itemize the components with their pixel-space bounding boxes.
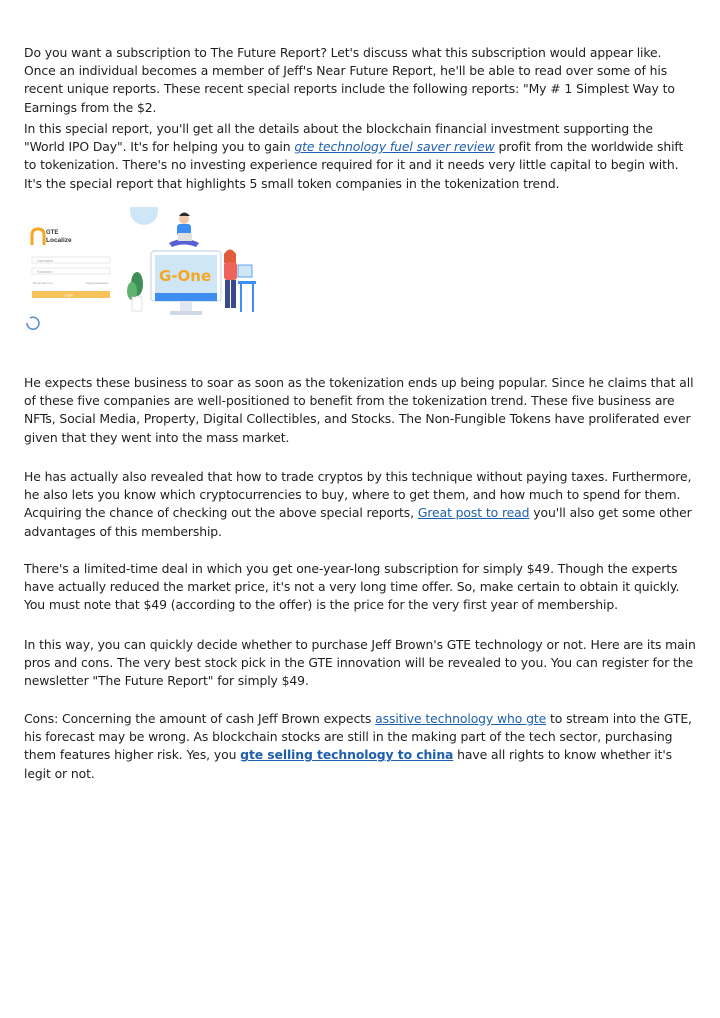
paragraph-text: There's a limited-time deal in which you get one-year-long subscription for simply $49. Though the experts have actually reduced the market price, it's not a very long time offer. So, make certain to obtain it quickly. You must note that $49 (according to the offer) is the price for the very first year of membership. <box>24 561 680 613</box>
remember-me-text: Remember me <box>33 281 53 285</box>
forgot-password-link[interactable]: Forgot password <box>86 281 109 285</box>
monitor-bottom-bar <box>155 293 217 301</box>
paragraph-pros-cons <box>24 636 696 691</box>
person-hair-shape <box>224 250 236 264</box>
username-placeholder: Username <box>37 259 54 263</box>
logo-icon <box>32 229 44 245</box>
plant-pot-shape <box>132 297 142 311</box>
loading-spinner-icon <box>27 317 39 329</box>
paragraph-text: have all rights to know whether it's legit or not. <box>24 747 673 781</box>
login-button-label: Login <box>64 293 73 298</box>
laptop-icon <box>178 233 192 241</box>
desk-top-shape <box>238 281 256 284</box>
paragraph-text: In this way, you can quickly decide whether to purchase Jeff Brown's GTE technology or not. Here are its main pros and cons. The very best stock pick in the GTE innovation will be revealed to you. You can register for the newsletter "The Future Report" for simply $49. <box>24 637 696 689</box>
password-placeholder: Password <box>37 270 53 274</box>
paragraph-text: to stream into the GTE, his forecast may be wrong. As blockchain stocks are still in the making part of the tech sector, purchasing them features higher risk. Yes, you <box>24 711 692 763</box>
gte-illustration <box>24 207 264 337</box>
paragraph-text: He expects these business to soar as soon as the tokenization ends up being popular. Since he claims that all of these five companies are well-positioned to benefit from the tokenization trend. These five business are NFTs, Social Media, Property, Digital Collectibles, and Stocks. The Non-Fungible Tokens have proliferated ever given that they went into the mass market. <box>24 375 694 445</box>
paragraph-cons <box>24 710 696 783</box>
people-monitor-illustration <box>127 207 256 315</box>
logo-top-text: GTE <box>46 230 59 236</box>
paragraph-text: Cons: Concerning the amount of cash Jeff Brown expects <box>24 711 376 726</box>
person-leg-shape <box>231 280 236 308</box>
paragraph-text: profit from the worldwide shift to tokenization. There's no investing experience required for it and it needs very little capital to begin with. It's the special report that highlights 5 small token companies in the tokenization trend. <box>24 139 684 191</box>
link-gte-fuel-saver-review[interactable]: gte technology fuel saver review <box>294 139 495 155</box>
side-screen-icon <box>238 265 252 277</box>
login-card <box>27 229 110 329</box>
paragraph-text: you'll also get some other advantages of this membership. <box>24 505 692 539</box>
person-hair-shape <box>179 213 190 217</box>
person-shirt-shape <box>224 262 237 280</box>
link-great-post-to-read[interactable]: Great post to read <box>417 505 530 521</box>
link-assitive-technology-who-gte[interactable]: assitive technology who gte <box>375 711 547 726</box>
paragraph-text: In this special report, you'll get all the details about the blockchain financial investment supporting the "World IPO Day". It's for helping you to gain <box>24 121 653 155</box>
desk-leg-shape <box>240 284 242 312</box>
person-leg-shape <box>225 280 230 308</box>
paragraph-text: He has actually also revealed that how to trade cryptos by this technique without paying taxes. Furthermore, he also lets you know which cryptocurrencies to buy, where to get them, and how much to spend for them. Acquiring the chance of checking out the above special reports, <box>24 469 692 521</box>
paragraph-intro <box>24 44 696 117</box>
paragraph-tokenization <box>24 374 696 447</box>
monitor-stand-shape <box>180 301 192 311</box>
paragraph-text: Do you want a subscription to The Future Report? Let's discuss what this subscription would appear like. Once an individual becomes a member of Jeff's Near Future Report, he'll be able to read over some of his recent unique reports. These recent special reports include the following reports: "My # 1 Simplest Way to Earnings from the $2. <box>24 45 675 115</box>
paragraph-crypto-taxes <box>24 468 696 541</box>
paragraph-limited-deal <box>24 560 696 615</box>
paragraph-special-report <box>24 120 696 193</box>
monitor-base-shape <box>170 311 202 315</box>
logo-bottom-text: Localize <box>46 237 72 244</box>
illustration-graphic <box>24 207 264 337</box>
background-circle-shape <box>130 207 158 225</box>
monitor-text: G-One <box>159 267 212 285</box>
link-gte-selling-technology-to-china[interactable]: gte selling technology to china <box>240 747 454 763</box>
desk-leg-shape <box>252 284 254 312</box>
